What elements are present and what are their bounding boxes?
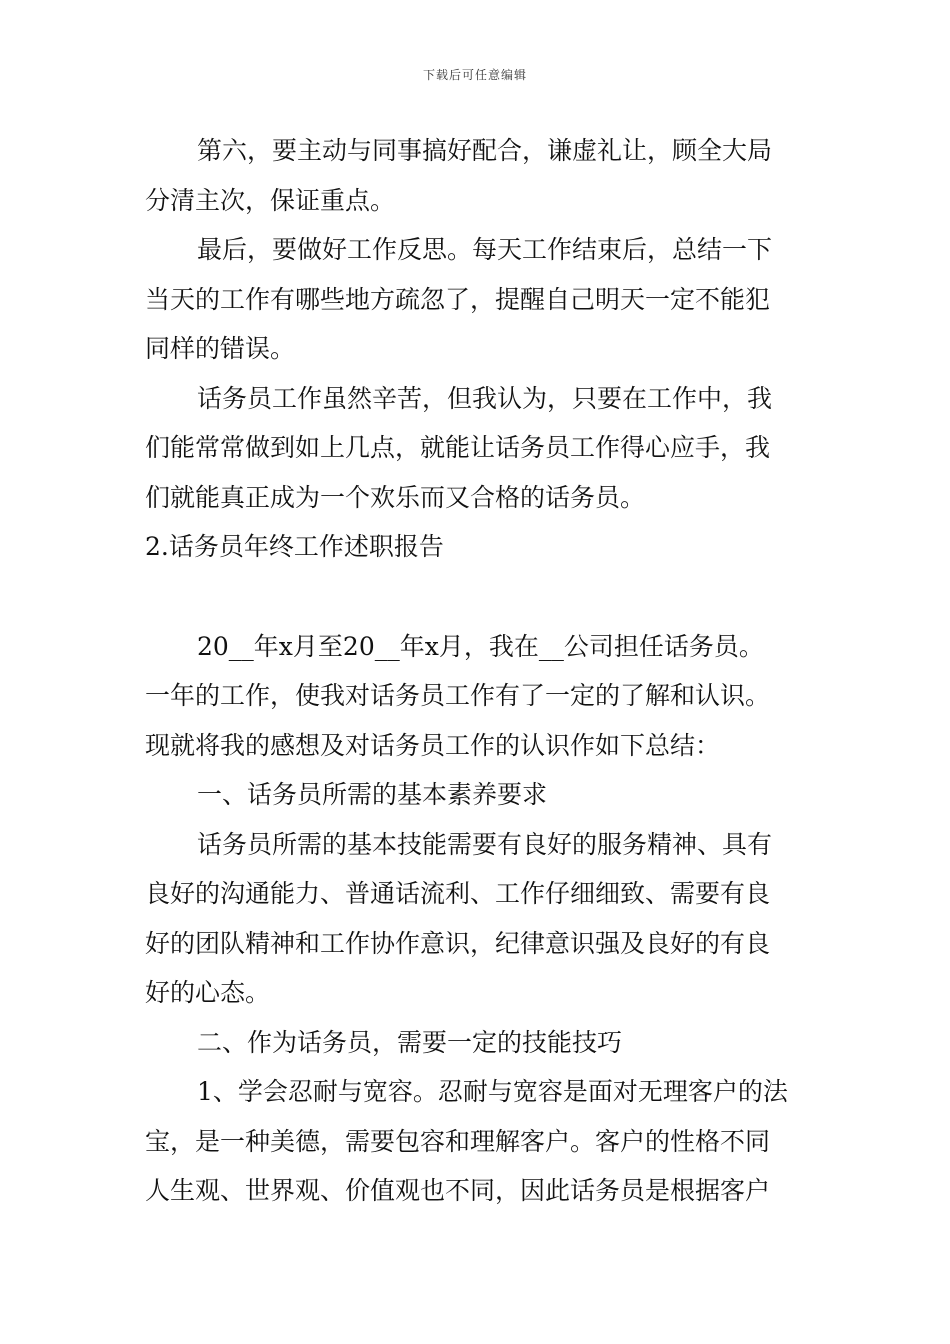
subheading-line: 一、话务员所需的基本素养要求 (197, 780, 548, 809)
paragraph-line: 当天的工作有哪些地方疏忽了，提醒自己明天一定不能犯 (145, 284, 771, 314)
paragraph-line: 好的团队精神和工作协作意识，纪律意识强及良好的有良 (145, 928, 771, 958)
paragraph-line: 分清主次，保证重点。 (145, 185, 396, 215)
paragraph-line: 1、学会忍耐与宽容。忍耐与宽容是面对无理客户的法 (197, 1077, 788, 1106)
paragraph-line: 好的心态。 (145, 978, 271, 1007)
paragraph-line: 同样的错误。 (145, 334, 296, 363)
subheading-line: 二、作为话务员，需要一定的技能技巧 (197, 1027, 623, 1057)
header-note: 下载后可任意编辑 (422, 68, 527, 82)
paragraph-line: 们就能真正成为一个欢乐而又合格的话务员。 (145, 482, 646, 512)
paragraph-line: 现就将我的感想及对话务员工作的认识作如下总结： (145, 730, 721, 760)
paragraph-line: 人生观、世界观、价值观也不同，因此话务员是根据客户 (145, 1176, 771, 1205)
section-heading: 2.话务员年终工作述职报告 (145, 532, 444, 561)
paragraph-line: 话务员所需的基本技能需要有良好的服务精神、具有 (197, 829, 773, 859)
paragraph-line: 20__年x月至20__年x月，我在__公司担任话务员。 (197, 631, 764, 661)
document-body (145, 126, 810, 1216)
paragraph-line: 话务员工作虽然辛苦，但我认为，只要在工作中，我 (197, 383, 773, 413)
paragraph-line: 第六，要主动与同事搞好配合，谦虚礼让，顾全大局 (197, 136, 773, 165)
paragraph-line: 宝，是一种美德，需要包容和理解客户。客户的性格不同 (145, 1126, 771, 1156)
paragraph-line: 良好的沟通能力、普通话流利、工作仔细细致、需要有良 (145, 879, 771, 908)
paragraph-line: 最后，要做好工作反思。每天工作结束后，总结一下 (197, 235, 773, 264)
paragraph-line: 一年的工作，使我对话务员工作有了一定的了解和认识。 (145, 681, 771, 710)
paragraph-line: 们能常常做到如上几点，就能让话务员工作得心应手，我 (145, 433, 771, 462)
blank-line (145, 572, 810, 622)
